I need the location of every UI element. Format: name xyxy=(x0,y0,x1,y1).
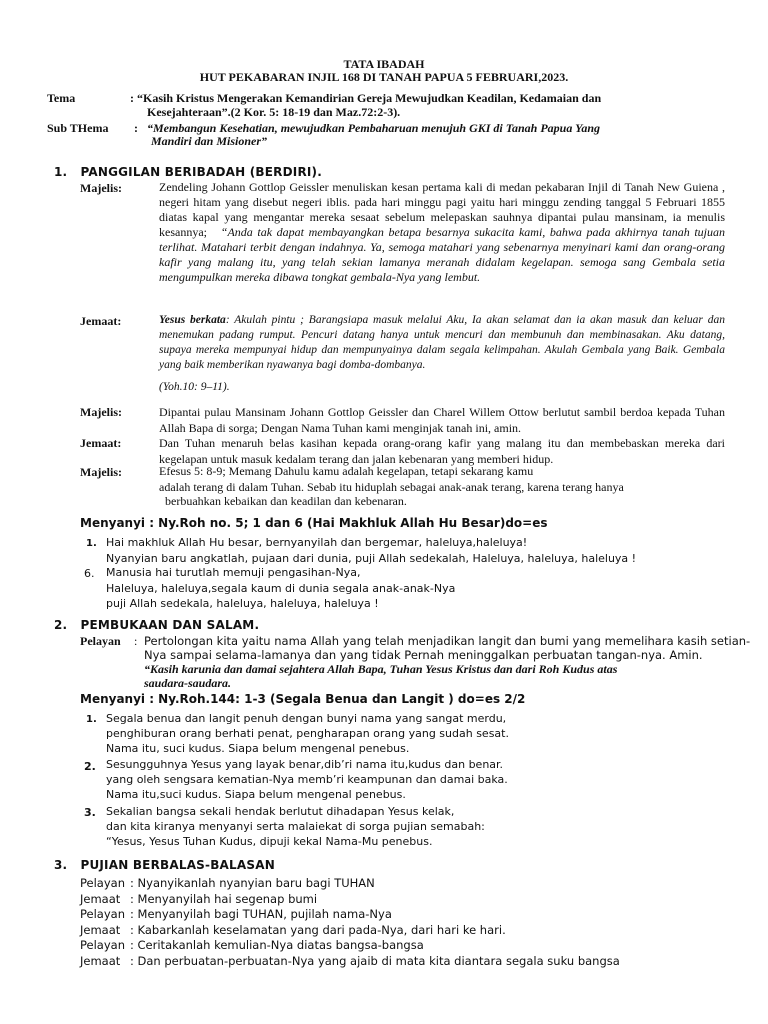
verse-line: puji Allah sedekala, haleluya, haleluya, haleluya ! xyxy=(106,597,379,610)
section-3-heading xyxy=(54,858,275,872)
jemaat-label: Jemaat: xyxy=(80,436,122,450)
section-1-number: 1. xyxy=(54,165,68,179)
section-1-title: PANGGILAN BERIBADAH (BERDIRI). xyxy=(80,165,322,179)
geissler-quote: “Anda tak dapat membayangkan betapa besarnya sukacita kami, bahwa pada akhirnya tanah tujuan terlihat. Matahari terbit dengan indahnya. Ya, semoga matahari yang sebenarnya menyinari kami dan orang-orang kafir yang malang itu, yang telah sekian lamanya meranah didalam kegelapan. semoga sang Gembala setia mengumpulkan mereka dibawa tongkat gembala-Nya yang lembut. xyxy=(159,225,725,284)
majelis-paragraph-2: Dipantai pulau Mansinam Johann Gottlop Geissler dan Charel Willem Ottow berlutut sambil berdoa kepada Tuhan Allah Bapa di sorga; Dengan Nama Tuhan kami menginjak tanah ini, amin. xyxy=(159,405,725,435)
verse-line: Sesungguhnya Yesus yang layak benar,dib’ri nama itu,kudus dan benar. xyxy=(106,758,504,771)
votum-line-2: Nya sampai selama-lamanya dan yang tidak Pernah meninggalkan perbuatan tangan-nya. Amin. xyxy=(144,648,703,662)
john-10-reference: (Yoh.10: 9–11). xyxy=(159,381,230,393)
pelayan-colon: : xyxy=(134,634,138,648)
greeting-line-2: saudara-saudara. xyxy=(144,676,232,690)
pelayan-label: Pelayan xyxy=(80,634,121,648)
majelis-paragraph-1 xyxy=(159,180,725,285)
verse-line: “Yesus, Yesus Tuhan Kudus, dipuji kekal Nama-Mu penebus. xyxy=(106,835,433,848)
responsive-line: : Menyanyilah bagi TUHAN, pujilah nama-Nya xyxy=(130,907,392,921)
majelis-label: Majelis: xyxy=(80,181,122,195)
section-3-number: 3. xyxy=(54,858,68,872)
verse-line: Nama itu,suci kudus. Siapa belum mengenal penebus. xyxy=(106,788,406,801)
responsive-line: : Kabarkanlah keselamatan yang dari pada-Nya, dari hari ke hari. xyxy=(130,923,506,937)
section-2-number: 2. xyxy=(54,618,68,632)
john-10-passage: : Akulah pintu ; Barangsiapa masuk melalui Aku, Ia akan selamat dan ia akan masuk dan keluar dan menemukan padang rumput. Pencuri datang hanya untuk mencuri dan membunuh dan membinasakan. Aku datang, supaya mereka mempunyai hidup dan mempunyainya dalam segala kelimpahan. Akulah Gembala yang Baik. Gembala yang baik memberikan nyawanya bagi domba-dombanya. xyxy=(159,314,725,371)
responsive-speaker: Jemaat xyxy=(80,923,121,937)
document-subtitle: HUT PEKABARAN INJIL 168 DI TANAH PAPUA 5 FEBRUARI,2023. xyxy=(199,70,569,84)
verse-line: penghiburan orang berhati penat, pengharapan orang yang sudah sesat. xyxy=(106,727,509,740)
responsive-speaker: Jemaat xyxy=(80,954,121,968)
ephesians-line-3: berbuahkan kebaikan dan keadilan dan kebenaran. xyxy=(165,494,407,508)
ephesians-line-1: Efesus 5: 8-9; Memang Dahulu kamu adalah kegelapan, tetapi sekarang kamu xyxy=(159,464,534,478)
subtema-line-1: “Membangun Kesehatian, mewujudkan Pembaharuan menujuh GKI di Tanah Papua Yang xyxy=(147,121,601,135)
verse-line: dan kita kiranya menyanyi serta malaiekat di sorga pujian semabah: xyxy=(106,820,485,833)
responsive-speaker: Jemaat xyxy=(80,892,121,906)
subtema-colon: : xyxy=(134,121,138,135)
responsive-line: : Menyanyilah hai segenap bumi xyxy=(130,892,318,906)
document-title: TATA IBADAH xyxy=(343,57,425,71)
tema-colon: : xyxy=(130,91,134,105)
subtema-line-2: Mandiri dan Misioner” xyxy=(151,134,268,148)
majelis-narrative: Zendeling Johann Gottlop Geissler menuliskan kesan pertama kali di medan pekabaran Injil di Tanah New Guiena , negeri hitam yang disebut negeri iblis. pada hari minggu pagi yaitu hari minggu zending tanggal 5 Februari 1855 diatas kapal yang mengantar mereka sesaat sebelum melepaskan sauhnya dipantai pulau mansinam, ia menulis kesannya; xyxy=(159,180,725,239)
responsive-line: : Nyanyikanlah nyanyian baru bagi TUHAN xyxy=(130,876,375,890)
section-2-title: PEMBUKAAN DAN SALAM. xyxy=(80,618,260,632)
verse-line: Hai makhluk Allah Hu besar, bernyanyilah dan bergemar, haleluya,haleluya! xyxy=(106,536,528,549)
tema-line-2: Kesejahteraan”.(2 Kor. 5: 18-19 dan Maz.72:2-3). xyxy=(147,105,401,119)
verse-line: Segala benua dan langit penuh dengan bunyi nama yang sangat merdu, xyxy=(106,712,507,725)
verse-line: yang oleh sengsara kematian-Nya memb’ri keampunan dan damai baka. xyxy=(106,773,508,786)
responsive-speaker: Pelayan xyxy=(80,876,125,890)
section-1-heading xyxy=(54,165,322,179)
verse-line: Sekalian bangsa sekali hendak berlutut dihadapan Yesus kelak, xyxy=(106,805,455,818)
verse-number: 1. xyxy=(86,714,97,725)
verse-line: Haleluya, haleluya,segala kaum di dunia segala anak-anak-Nya xyxy=(106,582,456,595)
verse-number: 1. xyxy=(86,538,97,549)
section-2-heading xyxy=(54,618,259,632)
jemaat-paragraph-2: Dan Tuhan menaruh belas kasihan kepada orang-orang kafir yang malang itu dan membebaskan mereka dari kegelapan untuk masuk kedalam terang dan jalan kebenaran yang memberi hidup. xyxy=(159,436,725,466)
majelis-label: Majelis: xyxy=(80,405,122,419)
song-title-1: Menyanyi : Ny.Roh no. 5; 1 dan 6 (Hai Makhluk Allah Hu Besar)do=es xyxy=(80,516,548,530)
verse-number: 3. xyxy=(84,806,96,819)
subtema-label: Sub THema xyxy=(47,121,109,135)
tema-line-1: “Kasih Kristus Mengerakan Kemandirian Gereja Mewujudkan Keadilan, Kedamaian dan xyxy=(137,91,602,105)
responsive-line: : Ceritakanlah kemulian-Nya diatas bangsa-bangsa xyxy=(130,938,424,952)
votum-line-1: Pertolongan kita yaitu nama Allah yang telah menjadikan langit dan bumi yang memelihara kasih setian- xyxy=(144,634,751,648)
verse-line: Nyanyian baru angkatlah, pujaan dari dunia, puji Allah sedekalah, Haleluya, haleluya, haleluya ! xyxy=(106,552,637,565)
greeting-line-1: “Kasih karunia dan damai sejahtera Allah Bapa, Tuhan Yesus Kristus dan dari Roh Kudus atas xyxy=(144,662,618,676)
responsive-line: : Dan perbuatan-perbuatan-Nya yang ajaib di mata kita diantara segala suku bangsa xyxy=(130,954,620,968)
tema-label: Tema xyxy=(47,91,76,105)
verse-number: 2. xyxy=(84,760,96,773)
majelis-label: Majelis: xyxy=(80,465,122,479)
section-3-title: PUJIAN BERBALAS-BALASAN xyxy=(80,858,275,872)
responsive-speaker: Pelayan xyxy=(80,938,125,952)
song-title-2: Menyanyi : Ny.Roh.144: 1-3 (Segala Benua dan Langit ) do=es 2/2 xyxy=(80,692,526,706)
jemaat-paragraph-1 xyxy=(159,313,725,373)
responsive-speaker: Pelayan xyxy=(80,907,125,921)
verse-number: 6. xyxy=(84,567,95,580)
ephesians-line-2: adalah terang di dalam Tuhan. Sebab itu hiduplah sebagai anak-anak terang, karena terang hanya xyxy=(159,480,624,494)
jesus-said-lead: Yesus berkata xyxy=(159,314,226,326)
verse-line: Manusia hai turutlah memuji pengasihan-Nya, xyxy=(106,566,361,579)
jemaat-label: Jemaat: xyxy=(80,314,122,328)
verse-line: Nama itu, suci kudus. Siapa belum mengenal penebus. xyxy=(106,742,410,755)
